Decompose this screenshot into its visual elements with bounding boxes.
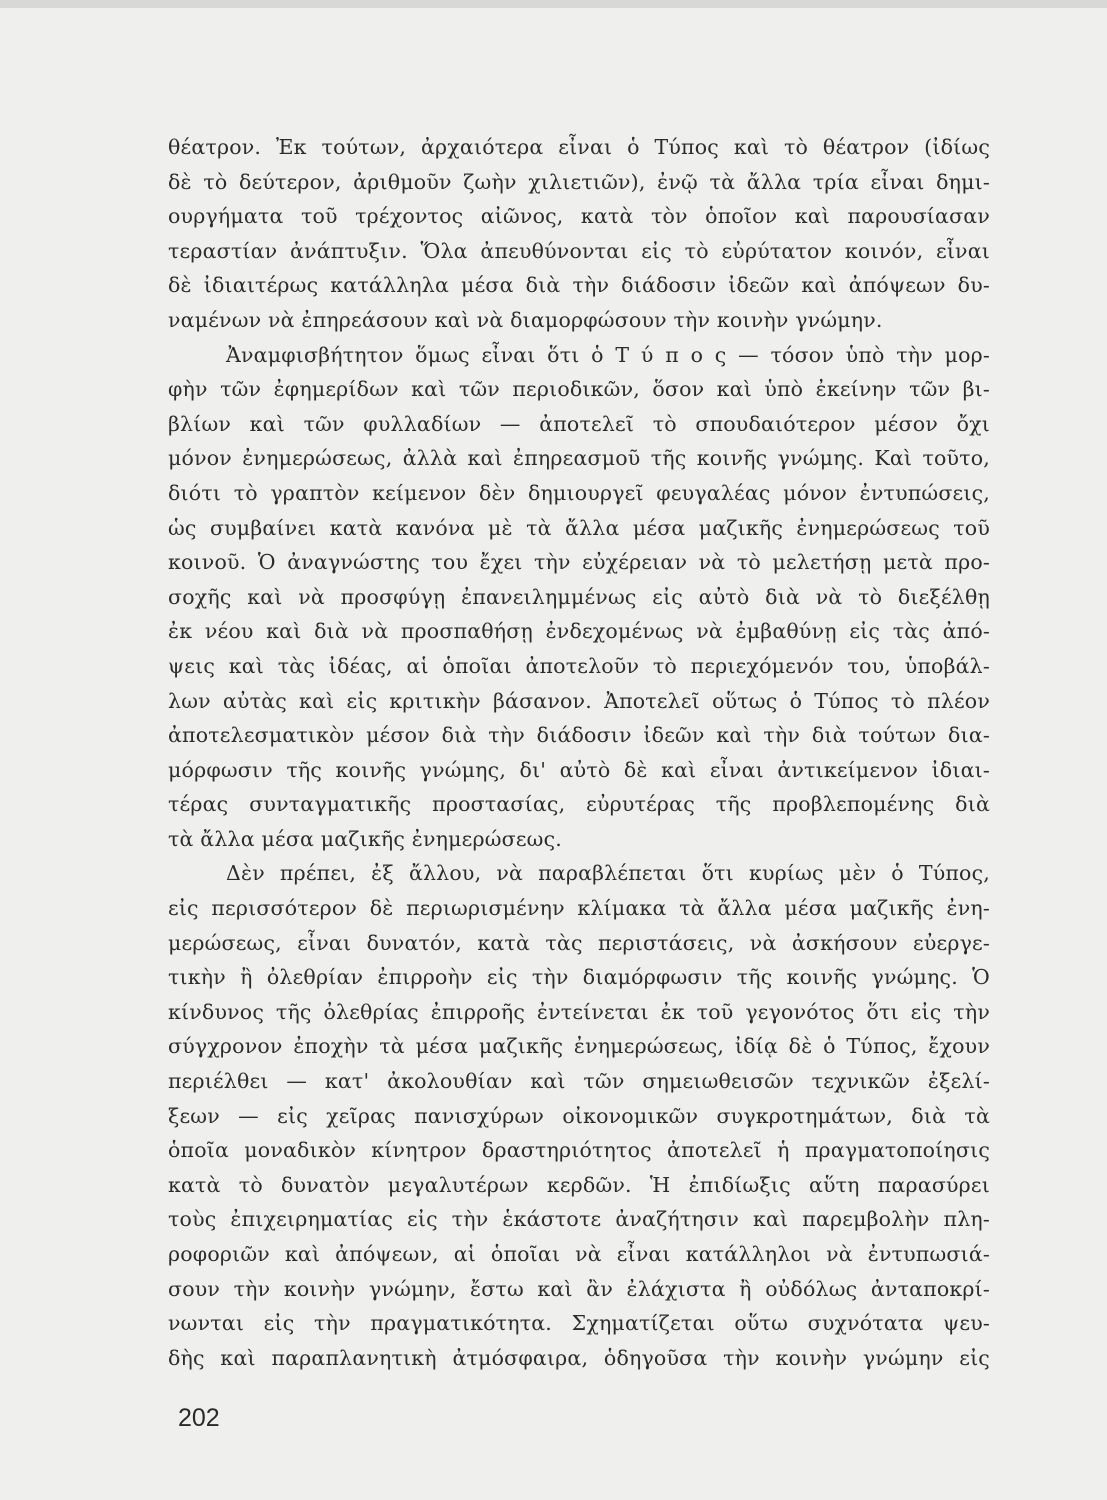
text-line: ναμένων νὰ ἐπηρεάσουν καὶ νὰ διαμορφώσουν τὴν κοινὴν γνώμην. [168,307,883,332]
text-line: σοχῆς καὶ νὰ προσφύγῃ ἐπανειλημμένως εἰς αὐτὸ διὰ νὰ τὸ διεξέλθῃ [168,584,990,609]
text-line: ροφοριῶν καὶ ἀπόψεων, αἱ ὁποῖαι νὰ εἶναι κατάλληλοι νὰ ἐντυπωσιά- [168,1242,990,1266]
text-line: μόρφωσιν τῆς κοινῆς γνώμης, δι' αὐτὸ δὲ καὶ εἶναι ἀντικείμενον ἰδιαι- [168,757,990,782]
body-text [168,130,990,1375]
text-line: ὡς συμβαίνει κατὰ κανόνα μὲ τὰ ἄλλα μέσα μαζικῆς ἐνημερώσεως τοῦ [168,515,990,540]
text-line: τοὺς ἐπιχειρηματίας εἰς τὴν ἑκάστοτε ἀναζήτησιν καὶ παρεμβολὴν πλη- [168,1207,990,1232]
text-line: Ἀναμφισβήτητον ὅμως εἶναι ὅτι ὁ Τ ύ π ο ς — τόσον ὑπὸ τὴν μορ- [226,342,990,367]
text-line: δὲ τὸ δεύτερον, ἀριθμοῦν ζωὴν χιλιετιῶν), ἐνῷ τὰ ἄλλα τρία εἶναι δημι- [168,169,990,194]
text-line: κίνδυνος τῆς ὀλεθρίας ἐπιρροῆς ἐντείνεται ἐκ τοῦ γεγονότος ὅτι εἰς τὴν [168,999,990,1024]
text-line: ἀποτελεσματικὸν μέσον διὰ τὴν διάδοσιν ἰδεῶν καὶ τὴν διὰ τούτων δια- [168,723,990,748]
text-line: ουργήματα τοῦ τρέχοντος αἰῶνος, κατὰ τὸν ὁποῖον καὶ παρουσίασαν [168,204,990,229]
text-line: μόνον ἐνημερώσεως, ἀλλὰ καὶ ἐπηρεασμοῦ τῆς κοινῆς γνώμης. Καὶ τοῦτο, [168,446,990,471]
text-line: θέατρον. Ἐκ τούτων, ἀρχαιότερα εἶναι ὁ Τύπος καὶ τὸ θέατρον (ἰδίως [168,135,990,159]
text-line: τέρας συνταγματικῆς προστασίας, εὐρυτέρας τῆς προβλεπομένης διὰ [168,792,990,817]
text-line: τεραστίαν ἀνάπτυξιν. Ὅλα ἀπευθύνονται εἰς τὸ εὐρύτατον κοινόν, εἶναι [168,238,990,263]
text-line: δὴς καὶ παραπλανητικὴ ἀτμόσφαιρα, ὁδηγοῦσα τὴν κοινὴν γνώμην εἰς [168,1345,990,1370]
text-line: κοινοῦ. Ὁ ἀναγνώστης του ἔχει τὴν εὐχέρειαν νὰ τὸ μελετήσῃ μετὰ προ- [168,550,990,575]
scan-top-edge [0,0,1107,8]
text-line: μερώσεως, εἶναι δυνατόν, κατὰ τὰς περιστάσεις, νὰ ἀσκήσουν εὐεργε- [168,930,990,955]
text-line: Δὲν πρέπει, ἐξ ἄλλου, νὰ παραβλέπεται ὅτι κυρίως μὲν ὁ Τύπος, [226,861,990,886]
text-line: περιέλθει — κατ' ἀκολουθίαν καὶ τῶν σημειωθεισῶν τεχνικῶν ἐξελί- [168,1069,990,1094]
text-line: σύγχρονον ἐποχὴν τὰ μέσα μαζικῆς ἐνημερώσεως, ἰδίᾳ δὲ ὁ Τύπος, ἔχουν [168,1034,990,1059]
text-line: νωνται εἰς τὴν πραγματικότητα. Σχηματίζεται οὕτω συχνότατα ψευ- [168,1311,990,1336]
text-line: φὴν τῶν ἐφημερίδων καὶ τῶν περιοδικῶν, ὅσον καὶ ὑπὸ ἐκείνην τῶν βι- [168,377,990,402]
text-line: τικὴν ἢ ὀλεθρίαν ἐπιρροὴν εἰς τὴν διαμόρφωσιν τῆς κοινῆς γνώμης. Ὁ [168,965,990,990]
text-line: ὁποῖα μοναδικὸν κίνητρον δραστηριότητος ἀποτελεῖ ἡ πραγματοποίησις [168,1138,990,1163]
text-line: λων αὐτὰς καὶ εἰς κριτικὴν βάσανον. Ἀποτελεῖ οὕτως ὁ Τύπος τὸ πλέον [168,688,990,713]
text-line: ἐκ νέου καὶ διὰ νὰ προσπαθήσῃ ἐνδεχομένως νὰ ἐμβαθύνῃ εἰς τὰς ἀπό- [168,619,990,644]
text-line: διότι τὸ γραπτὸν κείμενον δὲν δημιουργεῖ φευγαλέας μόνον ἐντυπώσεις, [168,480,990,505]
text-line: ξεων — εἰς χεῖρας πανισχύρων οἰκονομικῶν συγκροτημάτων, διὰ τὰ [168,1103,990,1128]
text-line: δὲ ἰδιαιτέρως κατάλληλα μέσα διὰ τὴν διάδοσιν ἰδεῶν καὶ ἀπόψεων δυ- [168,273,990,298]
text-line: κατὰ τὸ δυνατὸν μεγαλυτέρων κερδῶν. Ἡ ἐπιδίωξις αὕτη παρασύρει [168,1172,990,1197]
text-line: βλίων καὶ τῶν φυλλαδίων — ἀποτελεῖ τὸ σπουδαιότερον μέσον ὄχι [168,411,990,436]
text-line: σουν τὴν κοινὴν γνώμην, ἔστω καὶ ἂν ἐλάχιστα ἢ οὐδόλως ἀνταποκρί- [168,1276,990,1301]
text-line: τὰ ἄλλα μέσα μαζικῆς ἐνημερώσεως. [168,826,562,851]
text-line: ψεις καὶ τὰς ἰδέας, αἱ ὁποῖαι ἀποτελοῦν τὸ περιεχόμενόν του, ὑποβάλ- [168,653,990,678]
text-line: εἰς περισσότερον δὲ περιωρισμένην κλίμακα τὰ ἄλλα μέσα μαζικῆς ἐνη- [168,896,990,921]
page-number: 202 [178,1404,220,1432]
